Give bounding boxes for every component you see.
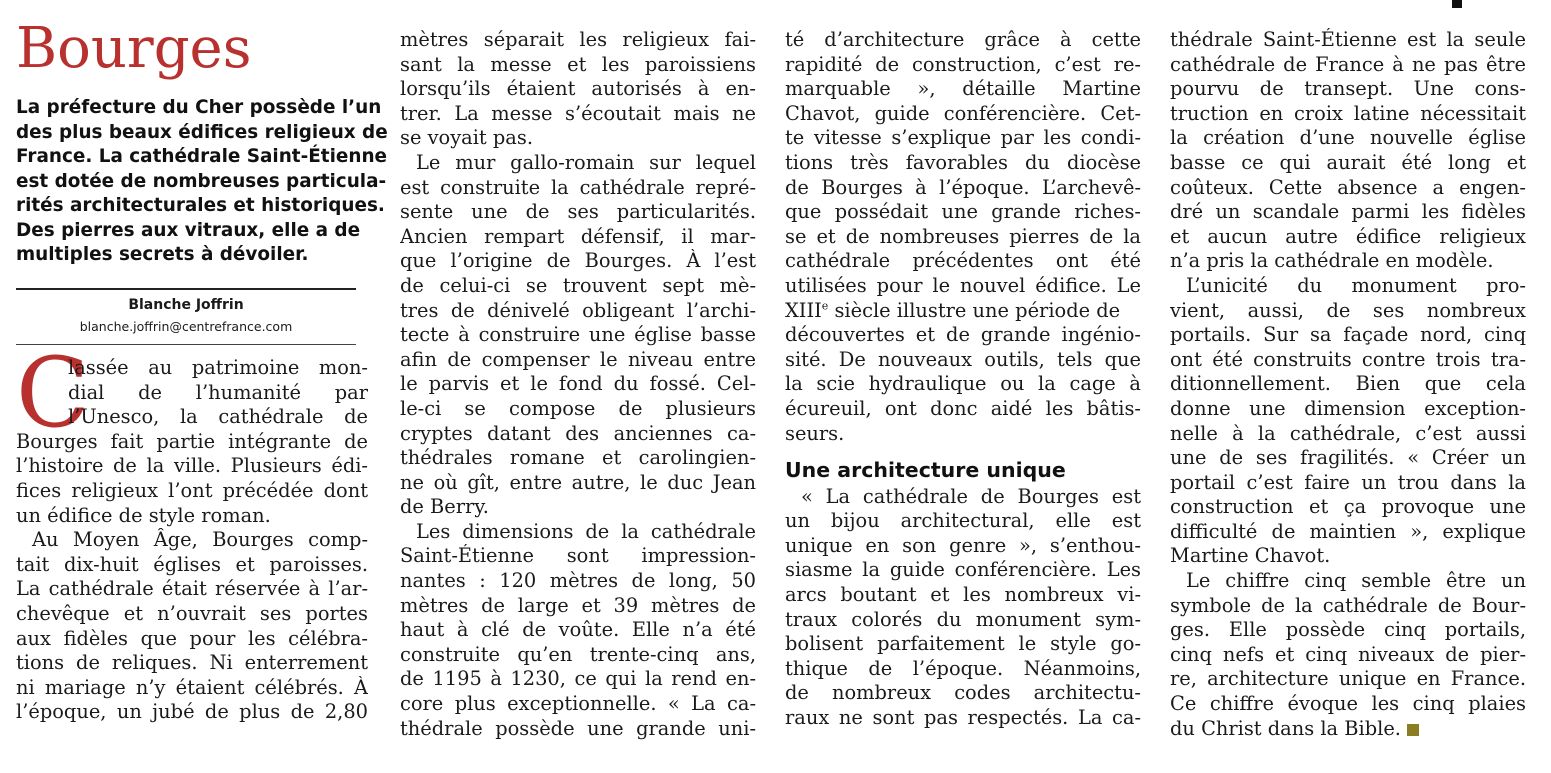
body-line: nantes : 120 mètres de long, 50 (400, 569, 756, 593)
body-line: ni mariage n’y étaient célébrés. À (16, 675, 368, 699)
body-line: que l’origine de Bourges. À l’est (400, 249, 756, 273)
century-text: siècle illustre une période de (828, 298, 1121, 322)
body-line: afin de compenser le niveau entre (400, 347, 756, 371)
body-line: ges. Elle possède cinq portails, (1170, 618, 1526, 642)
body-line: la création d’une nouvelle église (1170, 126, 1526, 150)
drop-cap: C (16, 337, 90, 449)
body-line: pourvu de transept. Une cons- (1170, 77, 1526, 101)
body-line: un bijou architectural, elle est (785, 509, 1141, 533)
body-line: nelle à la cathédrale, c’est aussi (1170, 421, 1526, 445)
author-email: blanche.joffrin@centrefrance.com (79, 319, 293, 334)
body-line: Ancien rempart défensif, il mar- (400, 224, 756, 248)
body-line-century (785, 299, 1141, 324)
body-line: de nombreux codes architectu- (785, 681, 1141, 705)
body-line: l’époque, un jubé de plus de 2,80 (16, 700, 368, 724)
article-headline: Bourges (16, 16, 252, 81)
lead-line: des plus beaux édifices religieux de (16, 121, 388, 143)
section-subheading: Une architecture unique (785, 458, 1066, 483)
body-line: l’Unesco, la cathédrale de (68, 405, 368, 429)
body-line: bolisent parfaitement le style go- (785, 632, 1141, 656)
body-line: trer. La messe s’écoutait mais ne (400, 101, 756, 125)
body-column-2 (400, 28, 756, 741)
body-line: L’unicité du monument pro- (1186, 273, 1526, 297)
body-line: coûteux. Cette absence a engen- (1170, 175, 1526, 199)
body-line: la scie hydraulique ou la cage à (785, 372, 1141, 396)
body-column-4 (1170, 28, 1526, 741)
body-line: construction et ça provoque une (1170, 495, 1526, 519)
body-line: cathédrale précédentes ont été (785, 249, 1141, 273)
body-line: difficulté de maintien », explique (1170, 519, 1526, 543)
body-line: traux colorés du monument sym- (785, 607, 1141, 631)
body-line: et aucun autre édifice religieux (1170, 224, 1526, 248)
body-line: tions très favorables du diocèse (785, 150, 1141, 174)
body-line: dré un scandale parmi les fidèles (1170, 200, 1526, 224)
body-line: Au Moyen Âge, Bourges comp- (32, 528, 368, 552)
body-line: marquable », détaille Martine (785, 77, 1141, 101)
body-line: re, architecture unique en France. (1170, 667, 1526, 691)
body-line: core plus exceptionnelle. « La ca- (400, 692, 756, 716)
body-line: mètres séparait les religieux fai- (400, 28, 756, 51)
body-line: cryptes datant des anciennes ca- (400, 421, 756, 445)
body-line: Martine Chavot. (1170, 544, 1331, 568)
body-line: n’a pris la cathédrale en modèle. (1170, 249, 1494, 273)
body-line: sente une de ses particularités. (400, 200, 756, 224)
body-line: te vitesse s’explique par les condi- (785, 126, 1141, 150)
lead-line: La préfecture du Cher possède l’un (16, 97, 382, 118)
body-line: construite qu’en trente-cinq ans, (400, 642, 756, 666)
body-line: ditionnellement. Bien que cela (1170, 372, 1526, 396)
body-line: utilisées pour le nouvel édifice. Le (785, 273, 1141, 297)
body-line: thédrale Saint-Étienne est la seule (1170, 28, 1526, 51)
body-line-last (1170, 717, 1526, 742)
body-line: haut à clé de voûte. Elle n’a été (400, 618, 756, 642)
author-name: Blanche Joffrin (128, 297, 244, 313)
body-line: de celui-ci se trouvent sept mè- (400, 273, 756, 297)
body-line: thédrales romane et carolingien- (400, 446, 756, 470)
century-numeral: XIII (785, 298, 822, 322)
body-line: fices religieux l’ont précédée dont (16, 478, 368, 502)
lead-line: France. La cathédrale Saint-Étienne (16, 146, 388, 167)
body-line: du Christ dans la Bible. (1170, 716, 1401, 740)
body-line: truction en croix latine nécessitait (1170, 101, 1526, 125)
lead-line: Des pierres aux vitraux, elle a de (16, 219, 361, 241)
body-line: lorsqu’ils étaient autorisés à en- (400, 77, 756, 101)
body-line: dial de l’humanité par (68, 380, 368, 404)
body-line: un édifice de style roman. (16, 503, 271, 527)
body-line: mètres de large et 39 mètres de (400, 593, 756, 617)
body-line: ont été construits contre trois tra- (1170, 347, 1526, 371)
body-line: de 1195 à 1230, ce qui la rend en- (400, 667, 756, 691)
body-line: découvertes et de grande ingénio- (785, 323, 1141, 347)
body-line: l’histoire de la ville. Plusieurs édi- (16, 454, 368, 478)
body-line: portail c’est faire un trou dans la (1170, 470, 1526, 494)
body-line: unique en son genre », s’enthou- (785, 533, 1141, 557)
body-line: ne où gît, entre autre, le duc Jean (400, 470, 756, 494)
body-line: une de ses fragilités. « Créer un (1170, 446, 1526, 470)
body-line: tait dix-huit églises et paroisses. (16, 552, 368, 576)
body-line: tions de reliques. Ni enterrement (16, 651, 368, 675)
body-line: que possédait une grande riches- (785, 200, 1141, 224)
body-line: lassée au patrimoine mon- (68, 356, 368, 379)
body-line: se et de nombreuses pierres de la (785, 224, 1141, 248)
body-line: seurs. (785, 421, 845, 445)
column-marker (1452, 0, 1462, 8)
body-line: donne une dimension exception- (1170, 396, 1526, 420)
body-column-1 (16, 356, 368, 725)
body-line: chevêque et n’ouvrait ses portes (16, 601, 368, 625)
body-line: sant la messe et les paroissiens (400, 52, 756, 76)
body-line: Le chiffre cinq semble être un (1186, 569, 1526, 593)
body-line: symbole de la cathédrale de Bour- (1170, 593, 1526, 617)
body-line: écureuil, ont donc aidé les bâtis- (785, 396, 1141, 420)
body-line: Saint-Étienne sont impression- (400, 544, 756, 568)
body-line: le-ci se compose de plusieurs (400, 396, 756, 420)
century-superscript: e (821, 299, 829, 313)
lead-line: multiples secrets à dévoiler. (16, 244, 309, 265)
body-line: se voyait pas. (400, 126, 533, 150)
body-line: La cathédrale était réservée à l’ar- (16, 577, 368, 601)
body-line: portails. Sur sa façade nord, cinq (1170, 323, 1526, 347)
body-line: cinq nefs et cinq niveaux de pier- (1170, 642, 1526, 666)
body-column-3 (785, 28, 1141, 731)
body-line: thique de l’époque. Néanmoins, (785, 656, 1141, 680)
body-line: Chavot, guide conférencière. Cet- (785, 101, 1141, 125)
body-line: vient, aussi, de ses nombreux (1170, 298, 1526, 322)
body-line: aux fidèles que pour les célébra- (16, 626, 368, 650)
lead-line: rités architecturales et historiques. (16, 195, 385, 216)
body-line: tecte à construire une église basse (400, 323, 756, 347)
body-line: Le mur gallo-romain sur lequel (416, 150, 756, 174)
article-lead (16, 96, 388, 268)
body-line: arcs boutant et les nombreux vi- (785, 583, 1141, 607)
end-of-article-mark (1407, 724, 1419, 736)
body-line: Les dimensions de la cathédrale (416, 519, 756, 543)
lead-line: est dotée de nombreuses particula- (16, 170, 387, 192)
body-line: de Bourges à l’époque. L’archevê- (785, 175, 1141, 199)
body-line: Bourges fait partie intégrante de (16, 429, 368, 453)
body-line: Ce chiffre évoque les cinq plaies (1170, 692, 1526, 716)
body-line: basse ce qui aurait été long et (1170, 150, 1526, 174)
body-line: thédrale possède une grande uni- (400, 716, 756, 740)
body-line: de Berry. (400, 495, 489, 519)
body-line: rapidité de construction, c’est re- (785, 52, 1141, 76)
body-line: cathédrale de France à ne pas être (1170, 52, 1526, 76)
body-line: sité. De nouveaux outils, tels que (785, 347, 1141, 371)
byline-divider (16, 288, 356, 290)
body-line: raux ne sont pas respectés. La ca- (785, 706, 1141, 730)
body-line: « La cathédrale de Bourges est (801, 484, 1141, 508)
body-line: siasme la guide conférencière. Les (785, 558, 1141, 582)
body-line: té d’architecture grâce à cette (785, 28, 1141, 51)
body-line: le parvis et le fond du fossé. Cel- (400, 372, 756, 396)
body-line: est construite la cathédrale repré- (400, 175, 756, 199)
body-line: tres de dénivelé obligeant l’archi- (400, 298, 756, 322)
